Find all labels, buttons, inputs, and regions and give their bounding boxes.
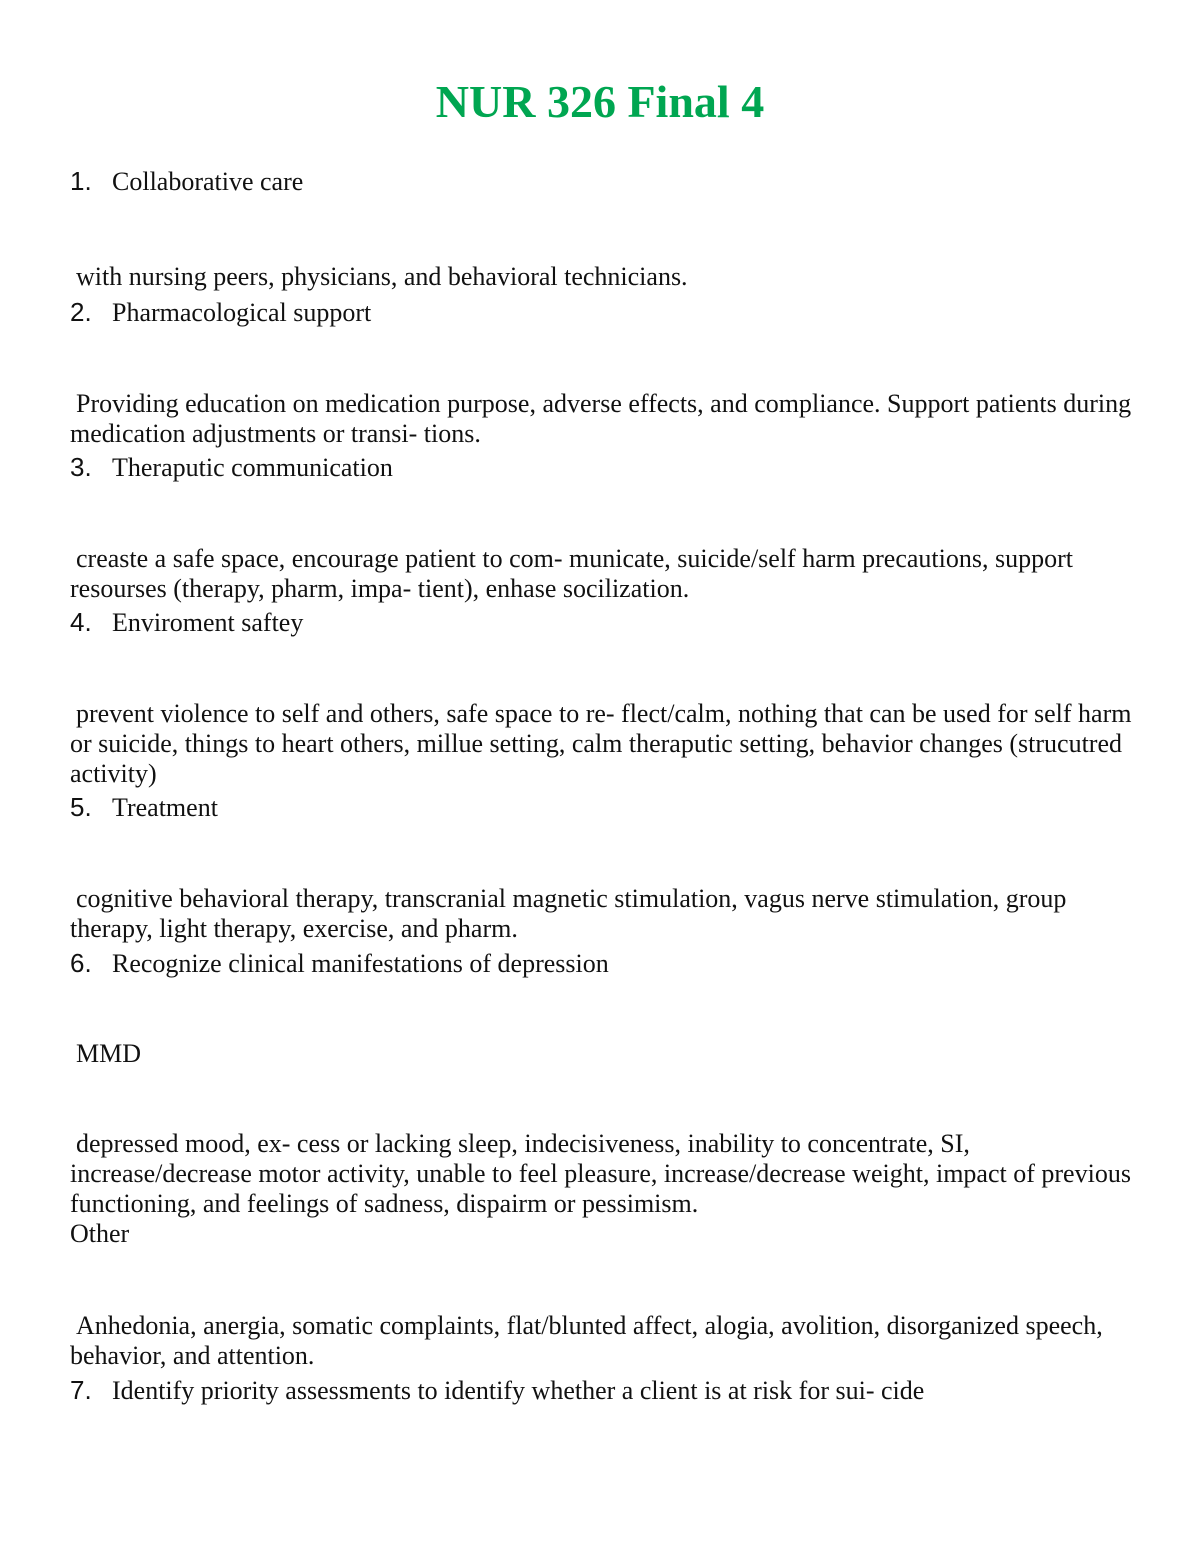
- question-number: 5.: [70, 792, 92, 822]
- answer-5: cognitive behavioral therapy, transcranial magnetic stimulation, vagus nerve stimulation, group therapy, light therapy, exercise, and pharm.: [70, 884, 1067, 943]
- sub-label-other: Other: [70, 1219, 130, 1248]
- question-text: Treatment: [112, 793, 218, 822]
- answer-1: with nursing peers, physicians, and behavioral technicians.: [76, 262, 688, 291]
- question-number: 3.: [70, 452, 92, 482]
- page-title: NUR 326 Final 4: [435, 76, 765, 127]
- question-text: Identify priority assessments to identify whether a client is at risk for sui- cide: [112, 1376, 925, 1405]
- question-number: 7.: [70, 1375, 92, 1405]
- question-2: [70, 296, 371, 329]
- question-text: Theraputic communication: [112, 453, 393, 482]
- question-text: Enviroment saftey: [112, 608, 304, 637]
- question-4: [70, 606, 303, 639]
- question-number: 6.: [70, 948, 92, 978]
- answer-6: depressed mood, ex- cess or lacking sleep, indecisiveness, inability to concentrate, SI, increase/decrease motor activity, unable to feel pleasure, increase/decrease weight, impact of previous functioning, and feelings of sadness, dispairm or pessimism.: [70, 1129, 1131, 1218]
- question-number: 4.: [70, 607, 92, 637]
- answer-4: prevent violence to self and others, safe space to re- flect/calm, nothing that can be used for self harm or suicide, things to heart others, millue setting, calm theraputic setting, behavior changes (strucutred activity): [70, 699, 1132, 788]
- question-7: [70, 1374, 924, 1407]
- question-text: Pharmacological support: [112, 298, 372, 327]
- question-3: [70, 451, 393, 484]
- question-text: Recognize clinical manifestations of depression: [112, 949, 609, 978]
- sub-label-mmd: MMD: [76, 1039, 142, 1068]
- answer-6-other: Anhedonia, anergia, somatic complaints, flat/blunted affect, alogia, avolition, disorganized speech, behavior, and attention.: [70, 1311, 1103, 1370]
- question-number: 2.: [70, 297, 92, 327]
- question-6: [70, 947, 609, 980]
- answer-3: creaste a safe space, encourage patient to com- municate, suicide/self harm precautions, support resourses (therapy, pharm, impa- tient), enhase socilization.: [70, 544, 1073, 603]
- question-5: [70, 791, 218, 824]
- question-text: Collaborative care: [112, 167, 304, 196]
- question-1: [70, 165, 303, 198]
- answer-2: Providing education on medication purpose, adverse effects, and compliance. Support patients during medication adjustments or transi- tions.: [70, 389, 1132, 448]
- question-number: 1.: [70, 166, 92, 196]
